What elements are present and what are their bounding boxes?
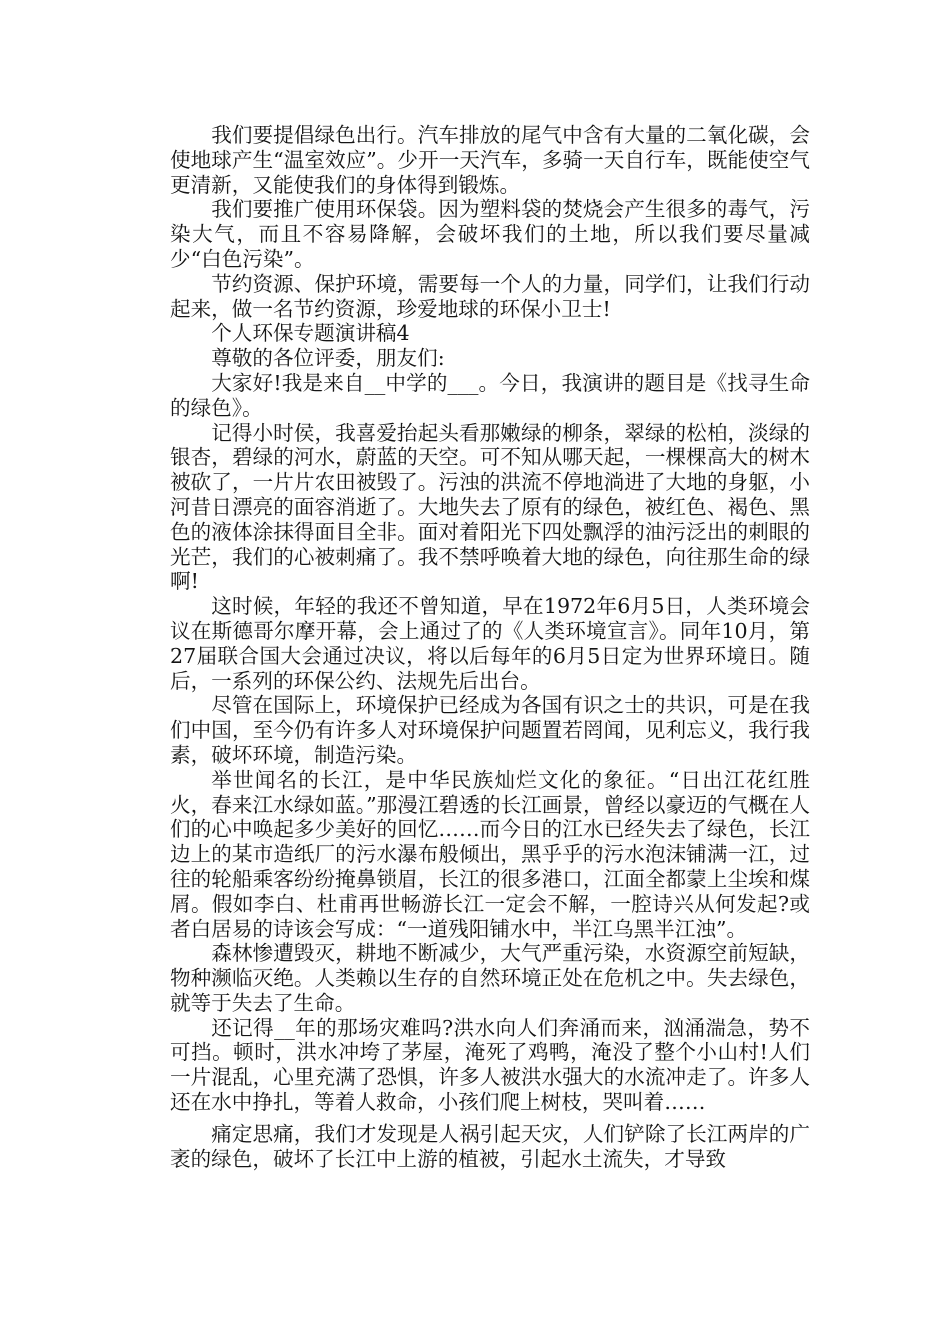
paragraph-childhood-memory: 记得小时侯，我喜爱抬起头看那嫩绿的柳条，翠绿的松柏，淡绿的银杏，碧绿的河水，蔚蓝的天空。可不知从哪天起，一棵棵高大的树木被砍了，一片片农田被毁了。污浊的洪流不停地淌进了大地的身躯，小河昔日漂亮的面容消逝了。大地失去了原有的绿色，被红色、褐色、黑色的液体涂抹得面目全非。面对着阳光下四处飘浮的油污泛出的刺眼的光芒，我们的心被刺痛了。我不禁呼唤着大地的绿色，向往那生命的绿啊! — [170, 420, 810, 594]
paragraph-salutation: 尊敬的各位评委，朋友们: — [211, 346, 445, 371]
paragraph-green-travel: 我们要提倡绿色出行。汽车排放的尾气中含有大量的二氧化碳，会使地球产生“温室效应”。少开一天汽车，多骑一天自行车，既能使空气更清新，又能使我们的身体得到锻炼。 — [170, 123, 810, 197]
paragraph-reflection: 痛定思痛，我们才发现是人祸引起天灾，人们铲除了长江两岸的广袤的绿色，破坏了长江中上游的植被，引起水土流失，才导致 — [170, 1121, 810, 1171]
speech-title: 个人环保专题演讲稿4 — [211, 321, 410, 346]
paragraph-greeting: 大家好!我是来自__中学的___。今日，我演讲的题目是《找寻生命的绿色》。 — [170, 370, 810, 420]
paragraph-flood: 还记得__年的那场灾难吗?洪水向人们奔涌而来，汹涌湍急，势不可挡。顿时，洪水冲垮了茅屋，淹死了鸡鸭，淹没了整个小山村!人们一片混乱，心里充满了恐惧，许多人被洪水强大的水流冲走了。许多人还在水中挣扎，等着人救命，小孩们爬上树枝，哭叫着…… — [170, 1015, 810, 1115]
paragraph-consensus: 尽管在国际上，环境保护已经成为各国有识之士的共识，可是在我们中国，至今仍有许多人对环境保护问题置若罔闻，见利忘义，我行我素，破坏环境，制造污染。 — [170, 693, 810, 767]
paragraph-yangtze: 举世闻名的长江，是中华民族灿烂文化的象征。“日出江花红胜火，春来江水绿如蓝。”那漫江碧透的长江画景，曾经以豪迈的气概在人们的心中唤起多少美好的回忆……而今日的江水已经失去了绿色，长江边上的某市造纸厂的污水瀑布般倾出，黑乎乎的污水泡沫铺满一江，过往的轮船乘客纷纷掩鼻锁眉，长江的很多港口，江面全都蒙上尘埃和煤屑。假如李白、杜甫再世畅游长江一定会不解，一腔诗兴从何发起?或者白居易的诗该会写成：“一道残阳铺水中，半江乌黑半江浊”。 — [170, 767, 810, 941]
paragraph-call-to-action: 节约资源、保护环境，需要每一个人的力量，同学们，让我们行动起来，做一名节约资源，珍爱地球的环保小卫士! — [170, 271, 810, 321]
paragraph-crisis: 森林惨遭毁灭，耕地不断减少，大气严重污染，水资源空前短缺，物种濒临灭绝。人类赖以生存的自然环境正处在危机之中。失去绿色，就等于失去了生命。 — [170, 941, 810, 1015]
paragraph-eco-bags: 我们要推广使用环保袋。因为塑料袋的焚烧会产生很多的毒气，污染大气，而且不容易降解，会破坏我们的土地，所以我们要尽量减少“白色污染”。 — [170, 197, 810, 271]
document-page — [170, 123, 810, 1171]
paragraph-environment-day: 这时候，年轻的我还不曾知道，早在1972年6月5日，人类环境会议在斯德哥尔摩开幕，会上通过了的《人类环境宣言》。同年10月，第27届联合国大会通过决议，将以后每年的6月5日定为世界环境日。随后，一系列的环保公约、法规先后出台。 — [170, 594, 810, 693]
